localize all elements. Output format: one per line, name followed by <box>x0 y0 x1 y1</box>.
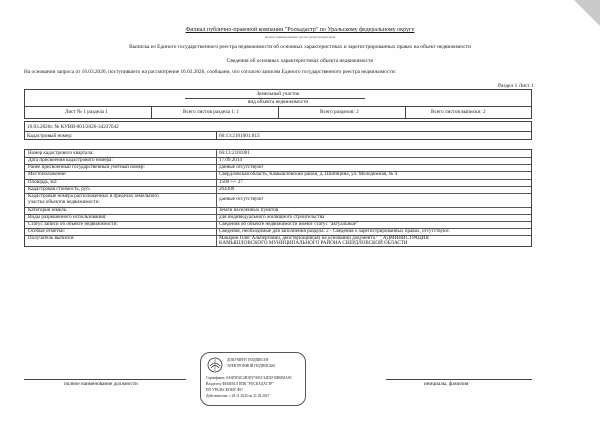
grid-row-line <box>25 186 531 187</box>
stamp-region: ПО УРАЛЬСКОМУ ФО <box>206 388 243 392</box>
row-value: 66:13:2101001 <box>219 150 250 156</box>
cadastral-value: 66:13:2101001:813 <box>219 133 260 139</box>
row-value: данные отсутствуют <box>219 196 264 202</box>
extract-band <box>24 121 532 140</box>
sheets-in-section: Всего листов раздела 1: 1 <box>183 109 240 115</box>
name-signature-line <box>386 379 532 380</box>
object-band <box>24 89 532 119</box>
sheet-label: Раздел 1 Лист 1 <box>498 83 534 89</box>
row-label: Местоположение: <box>28 171 67 177</box>
object-type-note: вид объекта недвижимости <box>247 99 309 105</box>
stamp-certificate: Сертификат: 0A6F3D4C2B1E97A85C34D2F10B6E8A9C <box>206 376 292 380</box>
row-label: Статус записи об объекте недвижимости: <box>28 221 118 227</box>
row-label: Площадь, м2: <box>28 179 58 185</box>
row-value-continued: КАМЫШЛОВСКОГО МУНИЦИПАЛЬНОГО РАЙОНА СВЕРДЛОВСКОЙ ОБЛАСТИ <box>219 240 408 246</box>
row-label: Ранее присвоенный государственный учетный номер: <box>28 164 145 170</box>
stamp-title: ДОКУМЕНТ ПОДПИСАН <box>227 358 269 362</box>
row-value: Сведения об объекте недвижимости имеют статус "актуальные" <box>219 221 359 227</box>
row-label: Особые отметки: <box>28 228 66 234</box>
row-label: Кадастровая стоимость, руб.: <box>28 186 92 192</box>
row-value: Земли населенных пунктов <box>219 207 279 213</box>
row-value: 17.09.2014 <box>219 157 242 163</box>
cadastral-label: Кадастровый номер: <box>27 133 73 139</box>
sheets-total: Всего листов выписки: 2 <box>431 109 486 115</box>
agency-note: полное наименование органа регистрации прав <box>264 35 336 39</box>
stamp-validity: Действителен: с 28.11.2025 по 21.02.2027 <box>206 394 270 398</box>
electronic-signature-stamp <box>200 352 306 406</box>
page-corner-fold <box>574 0 600 26</box>
sections-total: Всего разделов: 2 <box>320 109 359 115</box>
document-intro: На основании запроса от 16.03.2026, поступившего на рассмотрение 16.03.2026, сообщаем, что согласно записям Единого государственного реестра недвижимости: <box>24 69 397 75</box>
object-type: Земельный участок <box>256 91 300 97</box>
band-col-3 <box>405 106 406 119</box>
characteristics-table <box>24 149 532 247</box>
band-col-1 <box>151 106 152 119</box>
stamp-owner: Владелец: ФИЛИАЛ ППК "РОСКАДАСТР" <box>206 382 274 386</box>
document-caption: Сведения об основных характеристиках объекта недвижимости <box>226 58 374 64</box>
row-value: Макарин Олег Альбертович, действующий(ая) на основании документа " " АДМИНИСТРАЦИЯ <box>219 235 429 241</box>
row-label: Дата присвоения кадастрового номера: <box>28 157 113 163</box>
row-label: Категория земель: <box>28 207 68 213</box>
name-caption: инициалы, фамилия <box>424 381 469 387</box>
stamp-subtitle: ЭЛЕКТРОННОЙ ПОДПИСЬЮ <box>227 364 276 368</box>
position-signature-line <box>24 379 186 380</box>
row-label: Виды разрешенного использования: <box>28 214 107 220</box>
grid-row-line <box>25 179 531 180</box>
document-title: Выписка из Единого государственного реестра недвижимости об основных характеристиках и зарегистрированных правах на объект недвижимости <box>129 44 471 50</box>
row-value: данные отсутствуют <box>219 164 264 170</box>
row-value: Свердловская область, Камышловский район, д. Шипицина, ул. Молодежная, № 4 <box>219 171 398 177</box>
row-value: Сведения, необходимые для заполнения раздела: 2 - Сведения о зарегистрированных правах, отсутствуют. <box>219 228 450 234</box>
row-label: Номер кадастрового квартала: <box>28 150 94 156</box>
extract-divider <box>25 131 531 132</box>
agency-line: Филиал публично-правовой компании "Роскадастр" по Уральскому федеральному округу <box>185 27 415 33</box>
row-value: 264300 <box>219 186 235 192</box>
position-caption: полное наименование должности <box>64 381 138 387</box>
extract-col <box>216 131 217 140</box>
band-col-2 <box>278 106 279 119</box>
emblem-icon <box>207 357 223 373</box>
extract-date-number: 16.03.2026г. № КУВИ-001/2026-34237642 <box>27 124 119 130</box>
row-value: 1500 +/- 27 <box>219 179 243 185</box>
row-label: Кадастровые номера расположенных в пределах земельного <box>28 193 159 199</box>
sheet-number: Лист № 1 раздела 1 <box>65 109 108 115</box>
row-label: Получатель выписки: <box>28 235 75 241</box>
row-label-continued: участка объектов недвижимости: <box>28 199 100 205</box>
row-value: для индивидуального жилищного строительства <box>219 214 325 220</box>
